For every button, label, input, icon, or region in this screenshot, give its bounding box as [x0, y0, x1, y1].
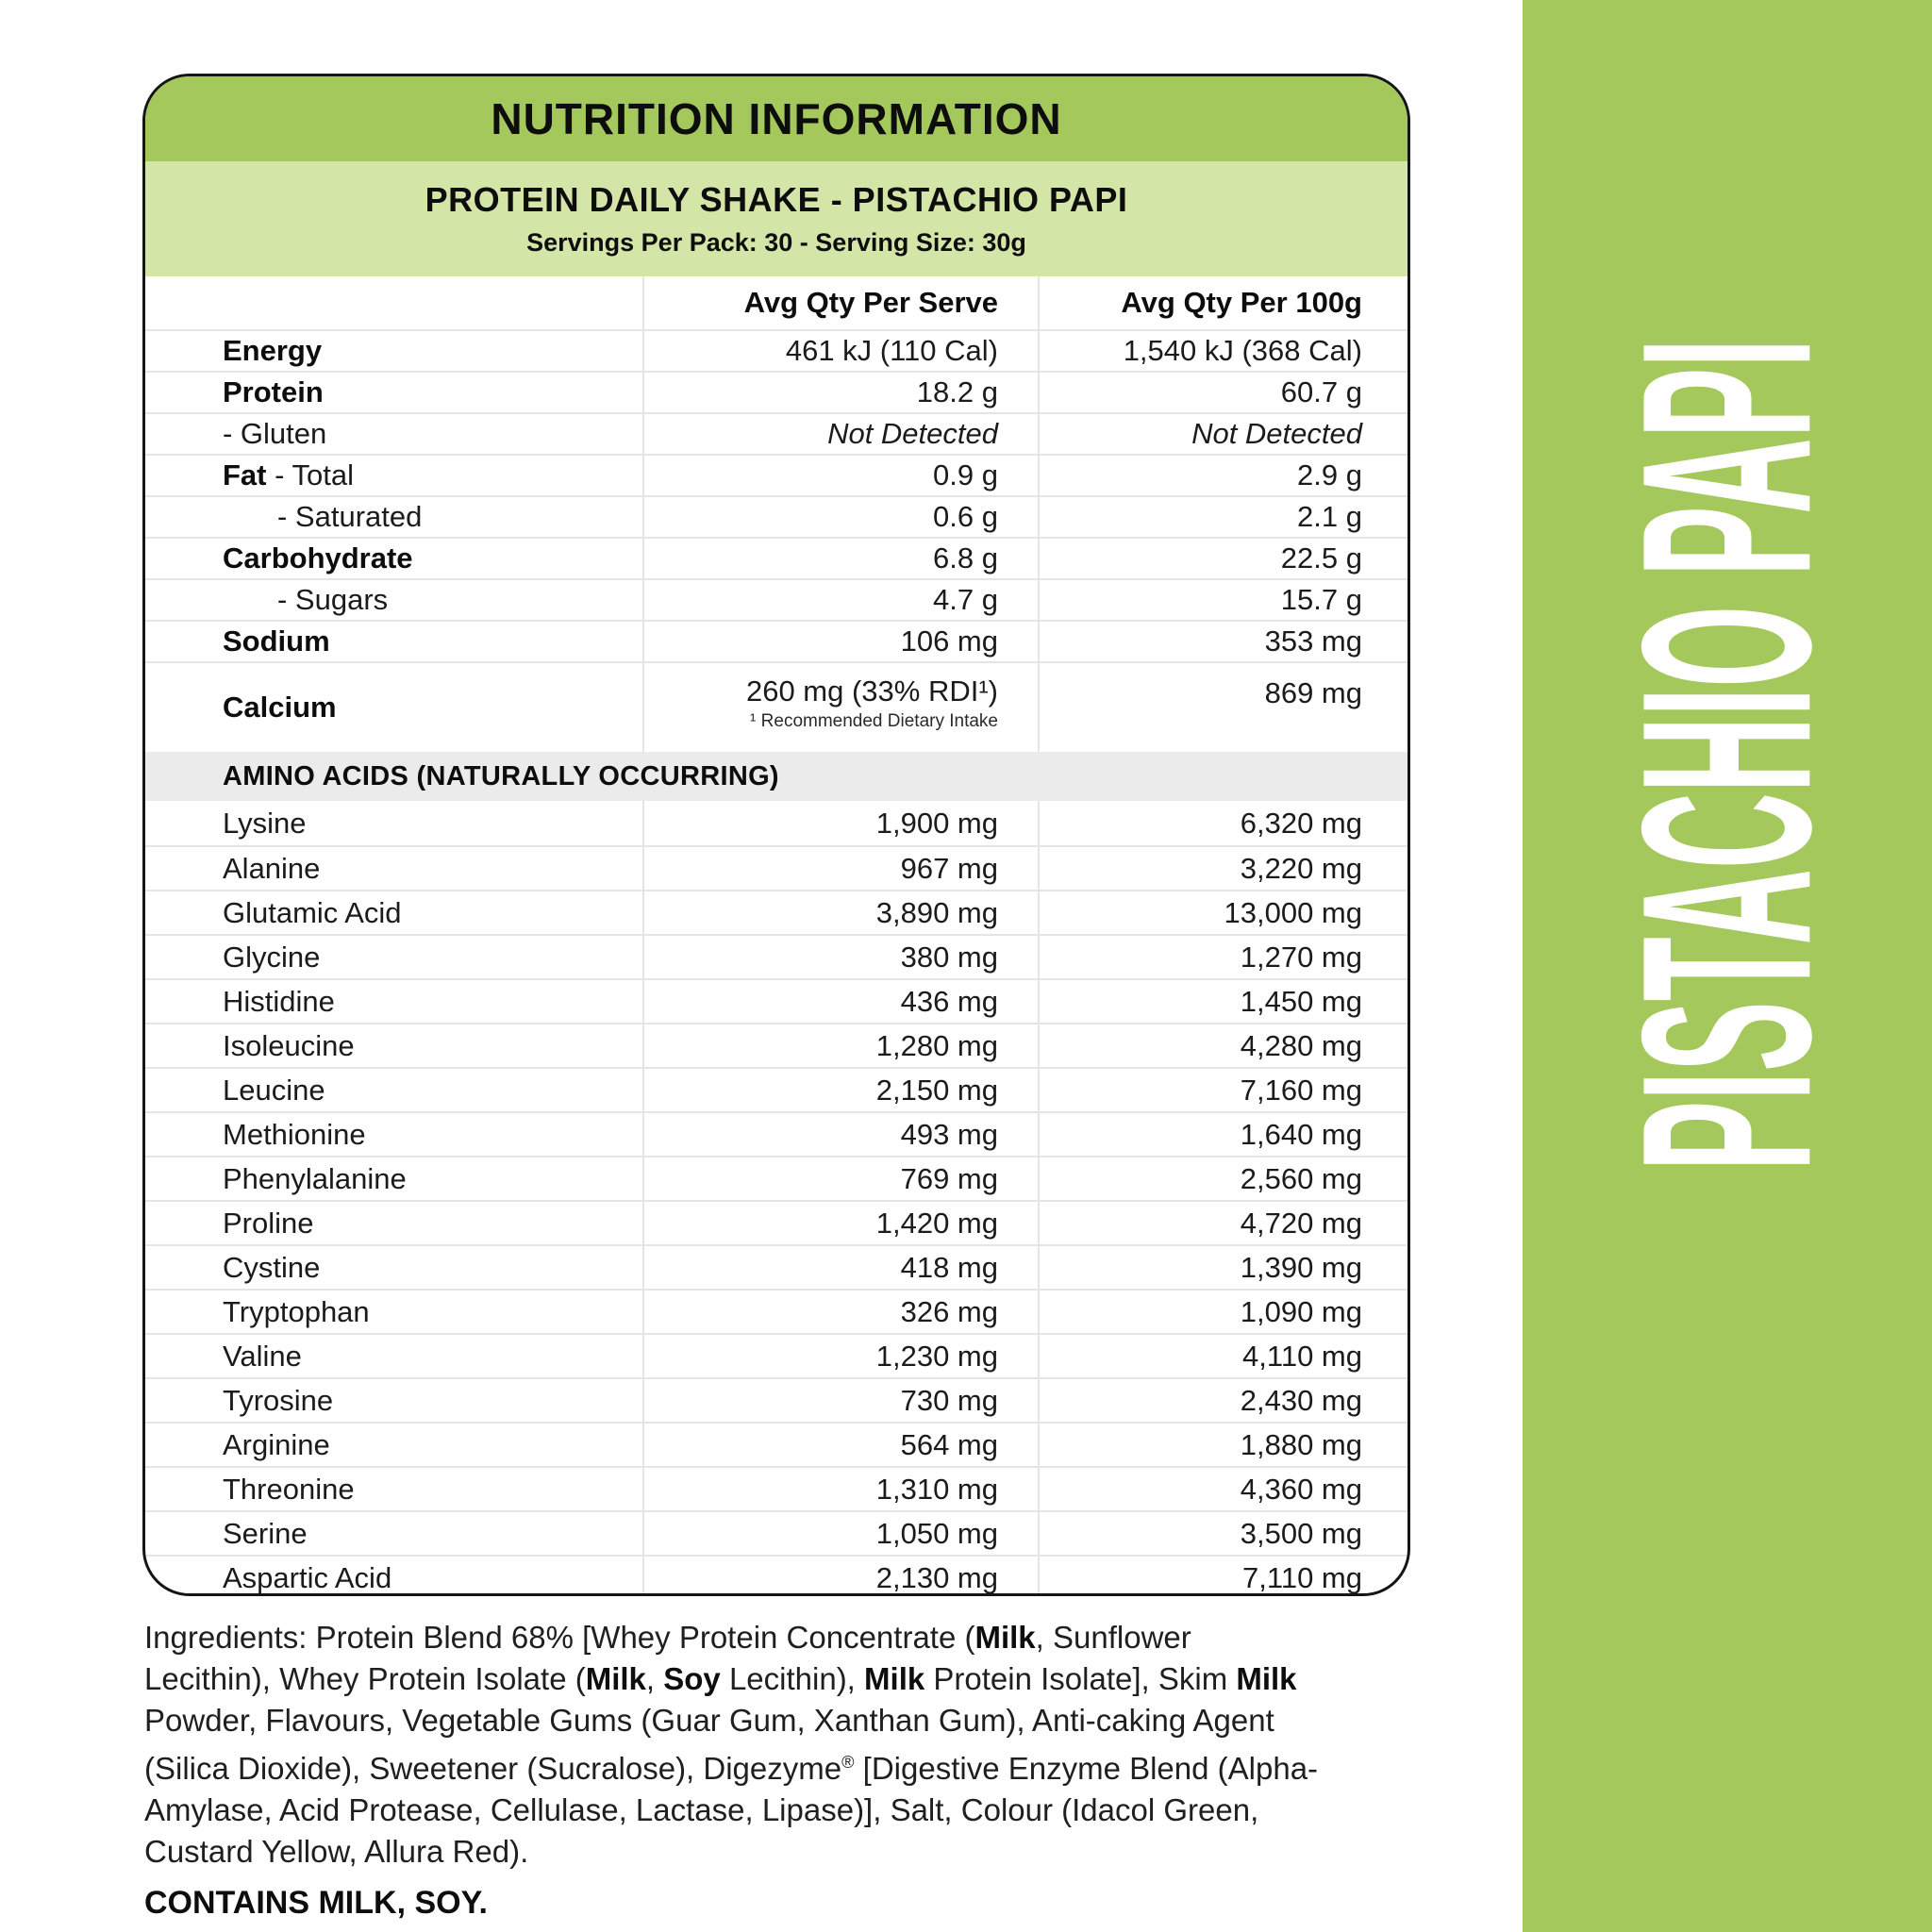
nutrient-value-100g: 15.7 g	[1038, 580, 1407, 620]
amino-value-serve: 1,420 mg	[642, 1202, 1038, 1244]
amino-name: Cystine	[223, 1250, 321, 1284]
amino-name: Arginine	[223, 1427, 330, 1461]
nutrient-value-100g: 22.5 g	[1038, 539, 1407, 578]
amino-section-header: AMINO ACIDS (NATURALLY OCCURRING)	[145, 752, 1407, 801]
amino-value-100g: 4,110 mg	[1038, 1335, 1407, 1377]
amino-name: Proline	[223, 1206, 314, 1240]
nutrient-value-serve: 6.8 g	[642, 539, 1038, 578]
flavour-vertical-label: PISTACHIO PAPI	[1592, 338, 1862, 1172]
nutrient-value-100g: 1,540 kJ (368 Cal)	[1038, 331, 1407, 371]
amino-row	[145, 1067, 1407, 1111]
amino-name: Glycine	[223, 940, 321, 974]
nutrient-row	[145, 454, 1407, 495]
nutrient-label: Calcium	[223, 691, 337, 724]
nutrient-value-serve: 4.7 g	[642, 580, 1038, 620]
table-header-row	[145, 276, 1407, 329]
amino-value-100g: 1,880 mg	[1038, 1424, 1407, 1466]
amino-value-100g: 7,160 mg	[1038, 1069, 1407, 1111]
amino-name: Glutamic Acid	[223, 895, 402, 929]
amino-row	[145, 1023, 1407, 1067]
amino-value-100g: 4,360 mg	[1038, 1468, 1407, 1510]
amino-row	[145, 845, 1407, 890]
nutrient-value-serve: 18.2 g	[642, 373, 1038, 412]
amino-row	[145, 1510, 1407, 1555]
amino-value-100g: 2,430 mg	[1038, 1379, 1407, 1422]
nutrient-value-serve: Not Detected	[642, 414, 1038, 454]
nutrient-value-serve: 461 kJ (110 Cal)	[642, 331, 1038, 371]
ingredients-line: Amylase, Acid Protease, Cellulase, Lactase, Lipase)], Salt, Colour (Idacol Green,	[144, 1792, 1259, 1827]
servings-line: Servings Per Pack: 30 - Serving Size: 30g	[526, 228, 1026, 257]
amino-value-serve: 436 mg	[642, 980, 1038, 1023]
amino-value-100g: 3,220 mg	[1038, 847, 1407, 890]
amino-value-100g: 1,390 mg	[1038, 1246, 1407, 1289]
amino-row	[145, 1555, 1407, 1596]
ingredients-line: Ingredients: Protein Blend 68% [Whey Protein Concentrate (Milk, Sunflower	[144, 1620, 1191, 1655]
amino-value-serve: 3,890 mg	[642, 891, 1038, 934]
contains-statement: CONTAINS MILK, SOY.	[144, 1885, 488, 1921]
amino-value-100g: 1,270 mg	[1038, 936, 1407, 978]
nutrient-label: - Sugars	[277, 583, 389, 617]
amino-value-serve: 2,150 mg	[642, 1069, 1038, 1111]
ingredients-line: Lecithin), Whey Protein Isolate (Milk, Soy Lecithin), Milk Protein Isolate], Skim Milk	[144, 1661, 1297, 1696]
amino-row	[145, 1156, 1407, 1200]
amino-row	[145, 1466, 1407, 1510]
nutrient-label: - Gluten	[223, 417, 327, 451]
amino-value-serve: 326 mg	[642, 1291, 1038, 1333]
amino-name: Serine	[223, 1516, 308, 1550]
amino-row	[145, 1422, 1407, 1466]
ingredients-line: Custard Yellow, Allura Red).	[144, 1834, 529, 1869]
nutrient-value-serve: 106 mg	[642, 622, 1038, 661]
amino-row	[145, 1111, 1407, 1156]
amino-value-100g: 6,320 mg	[1038, 801, 1407, 845]
rdi-footnote: ¹ Recommended Dietary Intake	[750, 710, 998, 731]
amino-row	[145, 801, 1407, 845]
nutrient-row	[145, 578, 1407, 620]
amino-value-100g: 3,500 mg	[1038, 1512, 1407, 1555]
amino-row	[145, 934, 1407, 978]
nutrient-row	[145, 537, 1407, 578]
amino-row	[145, 978, 1407, 1023]
column-header-per-serve: Avg Qty Per Serve	[642, 276, 1038, 329]
amino-value-serve: 967 mg	[642, 847, 1038, 890]
nutrient-value-100g: 2.1 g	[1038, 497, 1407, 537]
amino-row	[145, 890, 1407, 934]
nutrient-label: Protein	[223, 375, 324, 409]
amino-value-serve: 418 mg	[642, 1246, 1038, 1289]
amino-value-serve: 564 mg	[642, 1424, 1038, 1466]
amino-row	[145, 1244, 1407, 1289]
amino-value-serve: 730 mg	[642, 1379, 1038, 1422]
amino-value-serve: 1,050 mg	[642, 1512, 1038, 1555]
nutrient-value-serve: 0.6 g	[642, 497, 1038, 537]
nutrient-label: Carbohydrate	[223, 541, 413, 575]
amino-row	[145, 1377, 1407, 1422]
amino-value-100g: 4,720 mg	[1038, 1202, 1407, 1244]
nutrient-value-serve: 0.9 g	[642, 456, 1038, 495]
amino-value-100g: 4,280 mg	[1038, 1024, 1407, 1067]
amino-value-100g: 1,090 mg	[1038, 1291, 1407, 1333]
nutrient-label: Fat - Total	[223, 458, 354, 492]
amino-value-serve: 1,310 mg	[642, 1468, 1038, 1510]
amino-value-serve: 493 mg	[642, 1113, 1038, 1156]
amino-value-100g: 2,560 mg	[1038, 1158, 1407, 1200]
amino-name: Threonine	[223, 1472, 355, 1506]
amino-name: Tryptophan	[223, 1294, 370, 1328]
nutrient-label: Sodium	[223, 625, 330, 658]
amino-value-serve: 2,130 mg	[642, 1557, 1038, 1596]
amino-value-100g: 13,000 mg	[1038, 891, 1407, 934]
nutrition-header-title: NUTRITION INFORMATION	[491, 94, 1062, 143]
amino-value-100g: 1,450 mg	[1038, 980, 1407, 1023]
nutrient-value-serve: 260 mg (33% RDI¹) ¹ Recommended Dietary Intake	[642, 663, 1038, 752]
amino-name: Aspartic Acid	[223, 1560, 392, 1594]
amino-value-serve: 1,900 mg	[642, 801, 1038, 845]
amino-name: Lysine	[223, 806, 307, 840]
product-subheader-band	[145, 161, 1407, 276]
ingredients-line: (Silica Dioxide), Sweetener (Sucralose), Digezyme® [Digestive Enzyme Blend (Alpha-	[144, 1751, 1319, 1786]
nutrition-table	[145, 276, 1407, 1596]
nutrient-row	[145, 329, 1407, 371]
amino-name: Tyrosine	[223, 1383, 334, 1417]
amino-row	[145, 1200, 1407, 1244]
amino-name: Isoleucine	[223, 1028, 355, 1062]
amino-row	[145, 1289, 1407, 1333]
ingredients-line: Powder, Flavours, Vegetable Gums (Guar Gum, Xanthan Gum), Anti-caking Agent	[144, 1703, 1274, 1738]
amino-value-serve: 380 mg	[642, 936, 1038, 978]
ingredients-paragraph	[144, 1617, 1465, 1924]
amino-name: Histidine	[223, 984, 335, 1018]
column-header-per-100g: Avg Qty Per 100g	[1038, 276, 1407, 329]
nutrition-card	[142, 74, 1410, 1596]
amino-name: Methionine	[223, 1117, 366, 1151]
amino-name: Valine	[223, 1339, 302, 1373]
amino-value-100g: 7,110 mg	[1038, 1557, 1407, 1596]
nutrient-value-100g: Not Detected	[1038, 414, 1407, 454]
nutrient-value-100g: 2.9 g	[1038, 456, 1407, 495]
nutrient-label: - Saturated	[277, 500, 423, 534]
nutrient-value-100g: 353 mg	[1038, 622, 1407, 661]
amino-value-serve: 1,230 mg	[642, 1335, 1038, 1377]
product-title: PROTEIN DAILY SHAKE - PISTACHIO PAPI	[425, 180, 1128, 219]
amino-name: Leucine	[223, 1073, 325, 1107]
nutrient-row	[145, 495, 1407, 537]
amino-value-100g: 1,640 mg	[1038, 1113, 1407, 1156]
amino-name: Phenylalanine	[223, 1161, 407, 1195]
nutrient-row	[145, 661, 1407, 752]
flavour-sidebar	[1523, 0, 1932, 1932]
nutrient-value-100g: 869 mg	[1038, 663, 1407, 752]
nutrient-label: Energy	[223, 334, 323, 368]
nutrient-row	[145, 371, 1407, 412]
nutrient-value-100g: 60.7 g	[1038, 373, 1407, 412]
amino-value-serve: 1,280 mg	[642, 1024, 1038, 1067]
nutrient-row	[145, 620, 1407, 661]
amino-row	[145, 1333, 1407, 1377]
nutrition-header-band	[145, 76, 1407, 161]
amino-name: Alanine	[223, 851, 321, 885]
amino-value-serve: 769 mg	[642, 1158, 1038, 1200]
nutrient-row	[145, 412, 1407, 454]
